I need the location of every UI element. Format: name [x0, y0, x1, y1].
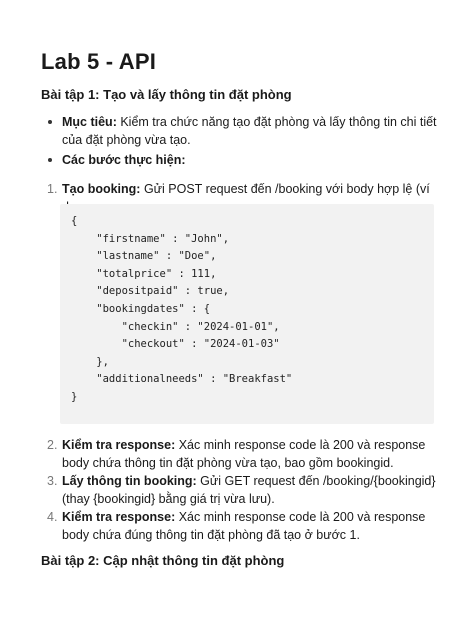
section-heading-1: Bài tập 1: Tạo và lấy thông tin đặt phòng	[41, 87, 292, 102]
bullet-label: Mục tiêu:	[62, 115, 117, 129]
step-item	[41, 436, 441, 472]
bullet-item-steps	[41, 151, 441, 169]
step-text: Gửi GET request đến /booking/{bookingid} (thay {bookingid} bằng giá trị vừa lưu).	[62, 474, 436, 506]
step-label: Kiểm tra response:	[62, 438, 176, 452]
step-text: Xác minh response code là 200 và response body chứa thông tin đặt phòng vừa tạo, bao gồm bookingid.	[62, 438, 426, 470]
step-item	[41, 472, 441, 508]
step-label: Tạo booking:	[62, 182, 141, 196]
step-number: 2.	[47, 438, 58, 452]
bullet-item-goal	[41, 113, 441, 149]
step-number: 3.	[47, 474, 58, 488]
page-title: Lab 5 - API	[41, 49, 157, 74]
step-number: 1.	[47, 182, 58, 196]
code-content: { "firstname" : "John", "lastname" : "Doe", "totalprice" : 111, "depositpaid" : true, "bookingdates" : { "checkin" : "2024-01-01", "checkout" : "2024-01-03" }, "additionalneeds" : "Breakfast" }	[71, 215, 293, 403]
bullet-dot-icon	[48, 120, 52, 124]
step-number: 4.	[47, 510, 58, 524]
step-item	[41, 508, 441, 544]
step-text: Xác minh response code là 200 và response body chứa đúng thông tin đặt phòng đã tạo ở bước 1.	[62, 510, 426, 542]
bullet-text: Kiểm tra chức năng tạo đặt phòng và lấy thông tin chi tiết của đặt phòng vừa tạo.	[62, 115, 437, 147]
code-block	[60, 204, 434, 424]
section-heading-2: Bài tập 2: Cập nhật thông tin đặt phòng	[41, 553, 285, 568]
bullet-dot-icon	[48, 158, 52, 162]
bullet-label: Các bước thực hiện:	[62, 153, 186, 167]
step-label: Kiểm tra response:	[62, 510, 176, 524]
bullet-list	[41, 113, 441, 171]
step-list-rest	[41, 436, 441, 544]
step-label: Lấy thông tin booking:	[62, 474, 197, 488]
step-text: Gửi POST request đến /booking với body hợp lệ (ví	[143, 182, 430, 196]
